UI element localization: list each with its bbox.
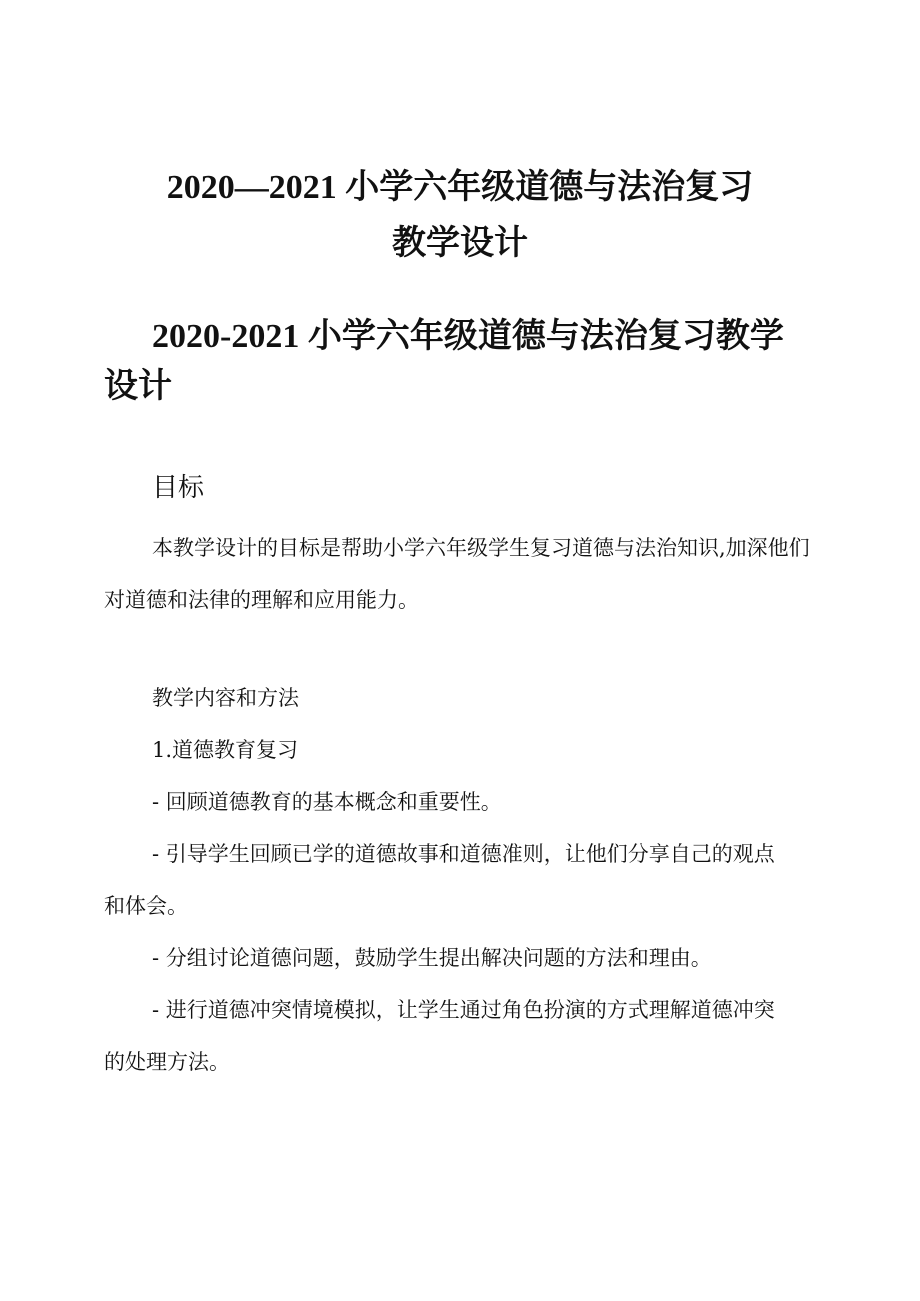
- document-title-line-1: 2020—2021 小学六年级道德与法治复习: [166, 169, 754, 206]
- goal-heading: 目标: [152, 473, 205, 503]
- item1-title: 1.道德教育复习: [152, 738, 299, 762]
- bullet-item: - 回顾道德教育的基本概念和重要性。: [152, 790, 502, 814]
- document-title: [0, 160, 920, 272]
- section-heading: 2020-2021 小学六年级道德与法治复习教学设计: [104, 318, 784, 405]
- content-heading: 教学内容和方法: [152, 686, 299, 710]
- goal-paragraph: 本教学设计的目标是帮助小学六年级学生复习道德与法治知识,加深他们对道德和法律的理解和应用能力。: [104, 536, 810, 612]
- document-title-line-2: 教学设计: [392, 225, 528, 262]
- bullet-item: - 引导学生回顾已学的道德故事和道德准则，让他们分享自己的观点和体会。: [104, 842, 775, 918]
- bullet-item: - 分组讨论道德问题，鼓励学生提出解决问题的方法和理由。: [152, 946, 712, 970]
- bullet-item: - 进行道德冲突情境模拟，让学生通过角色扮演的方式理解道德冲突的处理方法。: [104, 998, 775, 1074]
